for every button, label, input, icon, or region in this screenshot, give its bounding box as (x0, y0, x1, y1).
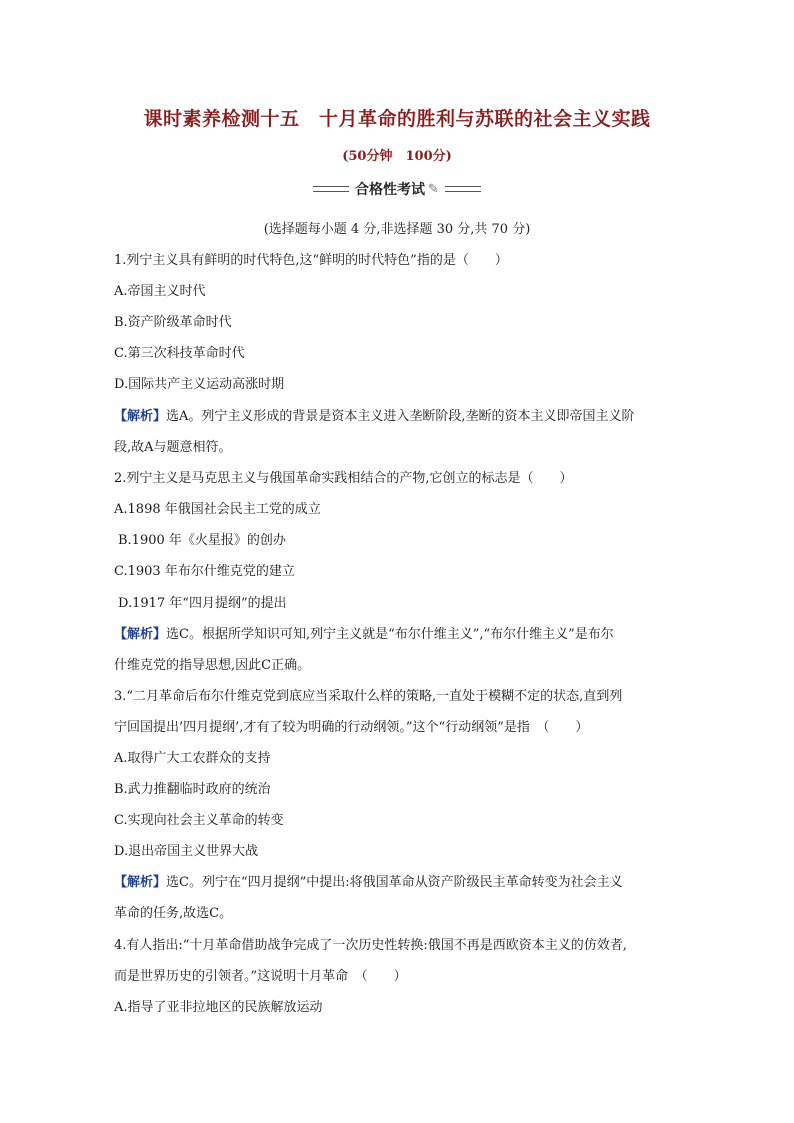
double-rule-left (313, 186, 349, 192)
section-heading (0, 179, 794, 199)
answer-label: 【解析】 (114, 875, 167, 890)
question-1-stem: 1.列宁主义具有鲜明的时代特色,这“鲜明的时代特色”指的是（ ） (114, 253, 508, 268)
question-4-option-a: A.指导了亚非拉地区的民族解放运动 (114, 1000, 323, 1015)
question-4-stem: 4.有人指出:“十月革命借助战争完成了一次历史性转换:俄国不再是西欧资本主义的仿效者, (114, 938, 627, 953)
question-3-stem: 3.“二月革命后布尔什维克党到底应当采取什么样的策略,一直处于模糊不定的状态,直到列 (114, 689, 623, 704)
page-subtitle: (50分钟 100分) (342, 149, 452, 164)
question-3-option-d: D.退出帝国主义世界大战 (114, 844, 259, 859)
answer-text: 选C。列宁在“四月提纲”中提出:将俄国革命从资产阶级民主革命转变为社会主义 (166, 875, 623, 890)
question-2-option-b: B.1900 年《火星报》的创办 (118, 533, 286, 548)
section-heading-label: 合格性考试 (355, 182, 426, 198)
question-3-option-b: B.武力推翻临时政府的统治 (114, 782, 271, 797)
question-2-stem: 2.列宁主义是马克思主义与俄国革命实践相结合的产物,它创立的标志是（ ） (114, 471, 573, 486)
question-2-option-a: A.1898 年俄国社会民主工党的成立 (114, 502, 321, 517)
question-1-option-a: A.帝国主义时代 (114, 284, 206, 299)
question-1-answer-cont: 段,故A与题意相符。 (114, 440, 232, 455)
question-1-answer (114, 405, 635, 424)
question-3-answer (114, 871, 623, 890)
question-3-stem-cont: 宁回国提出’四月提纲’,才有了较为明确的行动纲领。”这个“行动纲领”是指 （ ） (114, 720, 589, 735)
answer-text: 选A。列宁主义形成的背景是资本主义进入垄断阶段,垄断的资本主义即帝国主义阶 (166, 409, 635, 424)
question-3-option-a: A.取得广大工农群众的支持 (114, 751, 271, 766)
question-2-option-d: D.1917 年“四月提纲”的提出 (118, 596, 287, 611)
question-4-stem-cont: 而是世界历史的引领者。”这说明十月革命 （ ） (114, 969, 407, 984)
scoring-note: (选择题每小题 4 分,非选择题 30 分,共 70 分) (263, 222, 531, 237)
question-1-option-d: D.国际共产主义运动高涨时期 (114, 377, 285, 392)
answer-label: 【解析】 (114, 627, 167, 642)
answer-label: 【解析】 (114, 409, 167, 424)
question-3-option-c: C.实现向社会主义革命的转变 (114, 813, 284, 828)
question-2-answer-cont: 什维克党的指导思想,因此C正确。 (114, 658, 311, 673)
question-2-option-c: C.1903 年布尔什维克党的建立 (114, 564, 295, 579)
question-1-option-b: B.资产阶级革命时代 (114, 315, 232, 330)
pencil-icon: ✎ (428, 181, 439, 197)
question-3-answer-cont: 革命的任务,故选C。 (114, 906, 233, 921)
question-1-option-c: C.第三次科技革命时代 (114, 346, 245, 361)
answer-text: 选C。根据所学知识可知,列宁主义就是“布尔什维主义”,“布尔什维主义”是布尔 (166, 627, 614, 642)
question-2-answer (114, 623, 614, 642)
page-title: 课时素养检测十五 十月革命的胜利与苏联的社会主义实践 (143, 108, 651, 130)
double-rule-right (445, 186, 481, 192)
